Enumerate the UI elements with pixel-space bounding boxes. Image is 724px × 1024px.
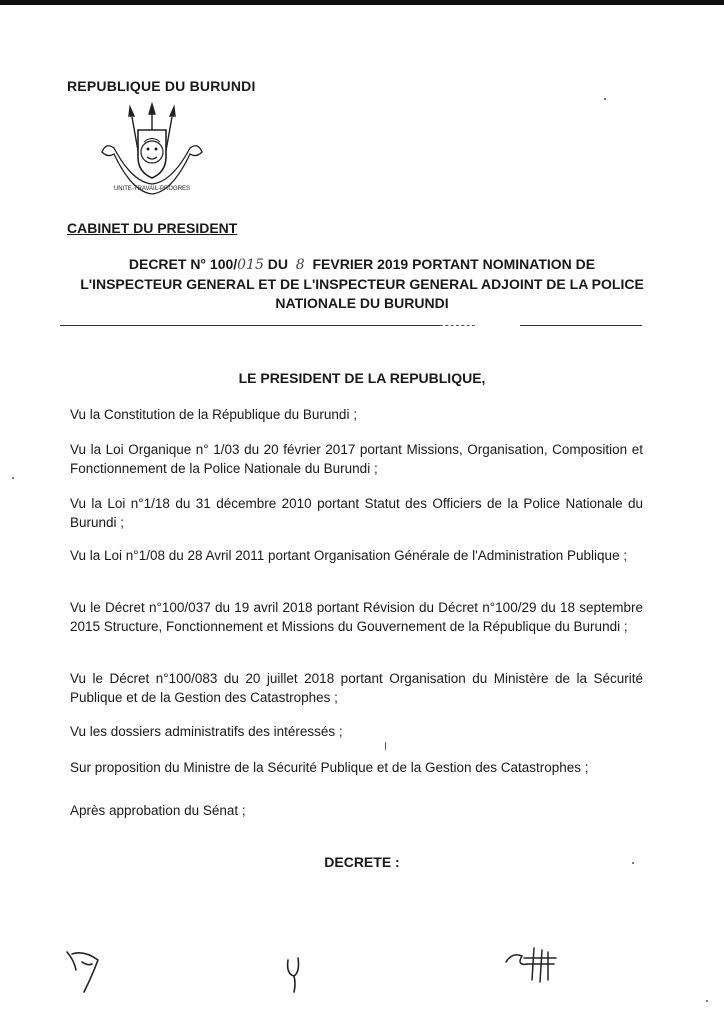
president-heading: LE PRESIDENT DE LA REPUBLIQUE, (238, 370, 486, 386)
decree-title-line2: L'INSPECTEUR GENERAL ET DE L'INSPECTEUR GENERAL ADJOINT DE LA POLICE (80, 276, 644, 292)
scan-speck (604, 98, 606, 100)
initials-mark-center (280, 940, 310, 1000)
decree-number-handwritten: 015 (237, 257, 264, 273)
decree-title-line1 (40, 255, 684, 275)
scan-speck (706, 1000, 708, 1002)
recital-dossiers: Vu les dossiers administratifs des intéressés ; (70, 724, 343, 739)
recital-law-officers: Vu la Loi n°1/18 du 31 décembre 2010 portant Statut des Officiers de la Police Nationale du Burundi ; (70, 496, 643, 530)
emblem-motto: UNITE-TRAVAIL-PROGRES (113, 186, 191, 192)
recital-proposal: Sur proposition du Ministre de la Sécurité Publique et de la Gestion des Catastrophes ; (70, 760, 589, 775)
scan-top-border (0, 0, 724, 5)
recital-constitution: Vu la Constitution de la République du Burundi ; (70, 407, 357, 422)
recital-decree-government: Vu le Décret n°100/037 du 19 avril 2018 portant Révision du Décret n°100/29 du 18 septembre 2015 Structure, Fonctionnement et Missions du Gouvernement de la République du Burundi ; (70, 600, 643, 634)
cabinet-heading: CABINET DU PRESIDENT (67, 220, 238, 236)
recital-law-administration: Vu la Loi n°1/08 du 28 Avril 2011 portant Organisation Générale de l'Administration Publique ; (70, 548, 628, 563)
decree-title-line3: NATIONALE DU BURUNDI (275, 295, 449, 311)
scan-speck (385, 742, 386, 750)
decree-number-prefix: DECRET N° 100/ (128, 256, 238, 272)
coat-of-arms-emblem (92, 102, 212, 197)
recital-decree-ministry: Vu le Décret n°100/083 du 20 juillet 2018 portant Organisation du Ministère de la Sécurité Publique et de la Gestion des Catastrophes ; (70, 671, 643, 705)
decree-day-handwritten: 8 (295, 257, 305, 273)
recital-organic-law: Vu la Loi Organique n° 1/03 du 20 février 2017 portant Missions, Organisation, Composition et Fonctionnement de la Police Nationale du Burundi ; (70, 442, 643, 476)
scan-speck (632, 862, 634, 864)
recital-senate-approval: Après approbation du Sénat ; (70, 803, 246, 818)
decree-operative-heading: DECRETE : (324, 854, 400, 870)
scan-speck (12, 477, 14, 479)
initials-mark-left (62, 940, 112, 1000)
decree-title (40, 255, 684, 313)
signature-mark-right (502, 940, 562, 1000)
country-heading: REPUBLIQUE DU BURUNDI (67, 78, 256, 94)
decree-date-middle: DU (263, 256, 292, 272)
title-divider-right (520, 325, 642, 326)
title-divider-left (60, 325, 440, 326)
title-divider-dash (440, 325, 475, 327)
decree-date-suffix: FEVRIER 2019 PORTANT NOMINATION DE (308, 256, 596, 272)
